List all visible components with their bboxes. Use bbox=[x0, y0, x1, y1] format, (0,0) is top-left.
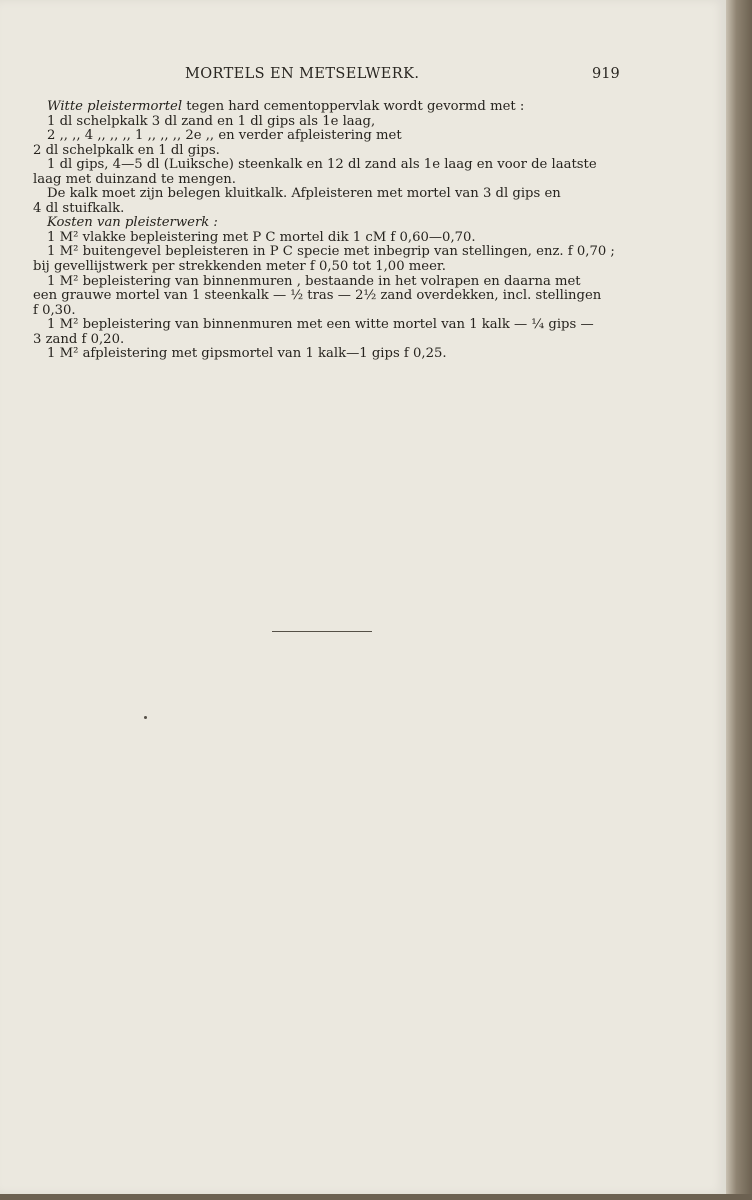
kosten-van-pleisterwerk-heading: Kosten van pleisterwerk : bbox=[47, 215, 218, 231]
text-line: 2 ,, ,, 4 ,, ,, ,, 1 ,, ,, ,, 2e ,, en verder afpleistering met bbox=[47, 128, 402, 144]
text-line: bij gevellijstwerk per strekkenden meter f 0,50 tot 1,00 meer. bbox=[33, 259, 446, 275]
section-divider bbox=[272, 631, 372, 632]
text-line: 1 M² buitengevel bepleisteren in P C specie met inbegrip van stellingen, enz. f 0,70 ; bbox=[47, 244, 615, 260]
text-line: 1 dl schelpkalk 3 dl zand en 1 dl gips als 1e laag, bbox=[47, 113, 376, 129]
text-line: 1 M² bepleistering van binnenmuren , bestaande in het volrapen en daarna met bbox=[47, 273, 581, 289]
text-line: 1 M² bepleistering van binnenmuren met een witte mortel van 1 kalk — ¼ gips — bbox=[47, 317, 594, 333]
text-line: 1 dl gips, 4—5 dl (Luiksche) steenkalk en 12 dl zand als 1e laag en voor de laatste bbox=[47, 157, 597, 173]
page-header bbox=[0, 66, 726, 86]
text-line: De kalk moet zijn belegen kluitkalk. Afpleisteren met mortel van 3 dl gips en bbox=[47, 186, 561, 202]
text-line: een grauwe mortel van 1 steenkalk — ½ tras — 2½ zand overdekken, incl. stellingen bbox=[33, 288, 602, 304]
running-title: MORTELS EN METSELWERK. bbox=[185, 66, 420, 82]
body-text bbox=[33, 100, 619, 362]
text-line: f 0,30. bbox=[33, 302, 76, 318]
page-mark bbox=[144, 716, 147, 719]
text-line: 1 M² vlakke bepleistering met P C mortel dik 1 cM f 0,60—0,70. bbox=[47, 229, 476, 245]
page-number: 919 bbox=[592, 66, 620, 82]
witte-pleistermortel-heading: Witte pleistermortel bbox=[47, 99, 183, 114]
page-bottom-edge bbox=[0, 1194, 752, 1200]
text-line: 1 M² afpleistering met gipsmortel van 1 kalk—1 gips f 0,25. bbox=[47, 346, 447, 362]
text-line bbox=[33, 100, 619, 115]
text-line: 2 dl schelpkalk en 1 dl gips. bbox=[33, 142, 220, 158]
text-line: 3 zand f 0,20. bbox=[33, 331, 125, 347]
text-line-rest: tegen hard cementoppervlak wordt gevormd met : bbox=[182, 99, 525, 114]
text-line: 4 dl stuifkalk. bbox=[33, 200, 125, 216]
page-edge bbox=[726, 0, 752, 1200]
text-line: laag met duinzand te mengen. bbox=[33, 171, 236, 187]
